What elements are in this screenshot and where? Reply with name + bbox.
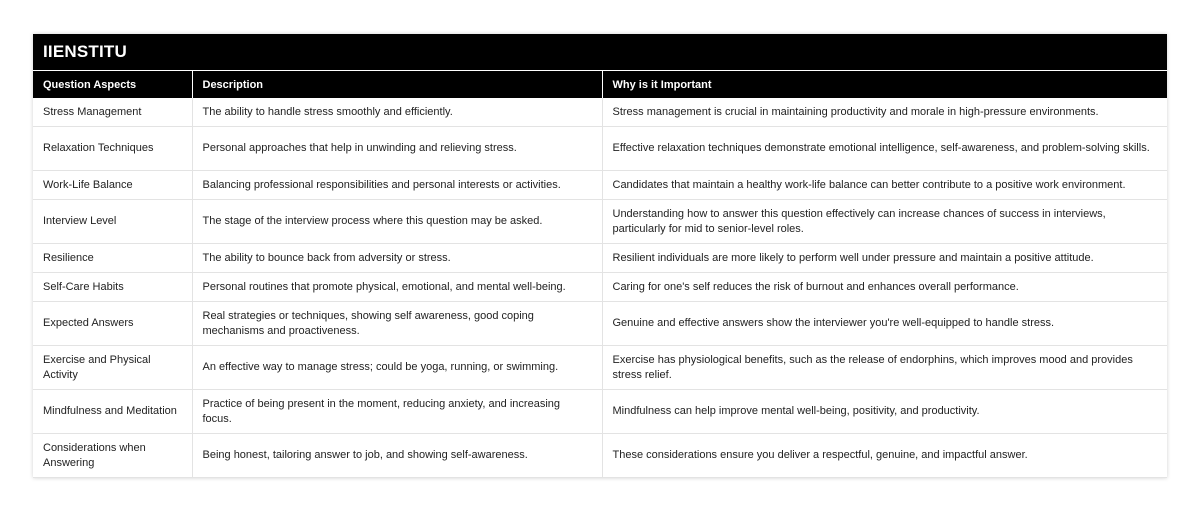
cell-importance: Effective relaxation techniques demonstrate emotional intelligence, self-awareness, and problem-solving skills. [602,127,1167,171]
cell-aspect: Relaxation Techniques [33,127,192,171]
table-header-row [33,71,1167,98]
cell-aspect: Self-Care Habits [33,273,192,302]
cell-description: Practice of being present in the moment, reducing anxiety, and increasing focus. [192,390,602,434]
cell-aspect: Considerations when Answering [33,434,192,478]
cell-aspect: Work-Life Balance [33,171,192,200]
cell-aspect: Expected Answers [33,302,192,346]
cell-description: Real strategies or techniques, showing self awareness, good coping mechanisms and proactiveness. [192,302,602,346]
table-row [33,244,1167,273]
cell-aspect: Exercise and Physical Activity [33,346,192,390]
question-aspects-table [33,71,1167,478]
table-row [33,346,1167,390]
table-row [33,390,1167,434]
cell-importance: Caring for one's self reduces the risk of burnout and enhances overall performance. [602,273,1167,302]
cell-importance: Mindfulness can help improve mental well-being, positivity, and productivity. [602,390,1167,434]
cell-importance: Stress management is crucial in maintaining productivity and morale in high-pressure environments. [602,98,1167,127]
cell-importance: Understanding how to answer this question effectively can increase chances of success in interviews, particularly for mid to senior-level roles. [602,200,1167,244]
column-header-question-aspects: Question Aspects [33,71,192,98]
column-header-description: Description [192,71,602,98]
cell-aspect: Interview Level [33,200,192,244]
cell-description: The ability to bounce back from adversity or stress. [192,244,602,273]
cell-description: The stage of the interview process where this question may be asked. [192,200,602,244]
table-row [33,302,1167,346]
column-header-why-important: Why is it Important [602,71,1167,98]
table-row [33,434,1167,478]
table-row [33,200,1167,244]
table-row [33,127,1167,171]
cell-importance: Candidates that maintain a healthy work-life balance can better contribute to a positive work environment. [602,171,1167,200]
cell-aspect: Resilience [33,244,192,273]
cell-description: The ability to handle stress smoothly and efficiently. [192,98,602,127]
cell-aspect: Stress Management [33,98,192,127]
cell-aspect: Mindfulness and Meditation [33,390,192,434]
brand-title: IIENSTITU [43,42,127,61]
table-row [33,171,1167,200]
content-table-card [33,34,1167,478]
cell-importance: Genuine and effective answers show the interviewer you're well-equipped to handle stress. [602,302,1167,346]
table-row [33,98,1167,127]
cell-description: Balancing professional responsibilities and personal interests or activities. [192,171,602,200]
cell-description: Personal routines that promote physical, emotional, and mental well-being. [192,273,602,302]
table-row [33,273,1167,302]
cell-importance: These considerations ensure you deliver a respectful, genuine, and impactful answer. [602,434,1167,478]
cell-description: Being honest, tailoring answer to job, and showing self-awareness. [192,434,602,478]
brand-header [33,34,1167,71]
cell-description: An effective way to manage stress; could be yoga, running, or swimming. [192,346,602,390]
cell-description: Personal approaches that help in unwinding and relieving stress. [192,127,602,171]
cell-importance: Exercise has physiological benefits, such as the release of endorphins, which improves mood and provides stress relief. [602,346,1167,390]
cell-importance: Resilient individuals are more likely to perform well under pressure and maintain a positive attitude. [602,244,1167,273]
